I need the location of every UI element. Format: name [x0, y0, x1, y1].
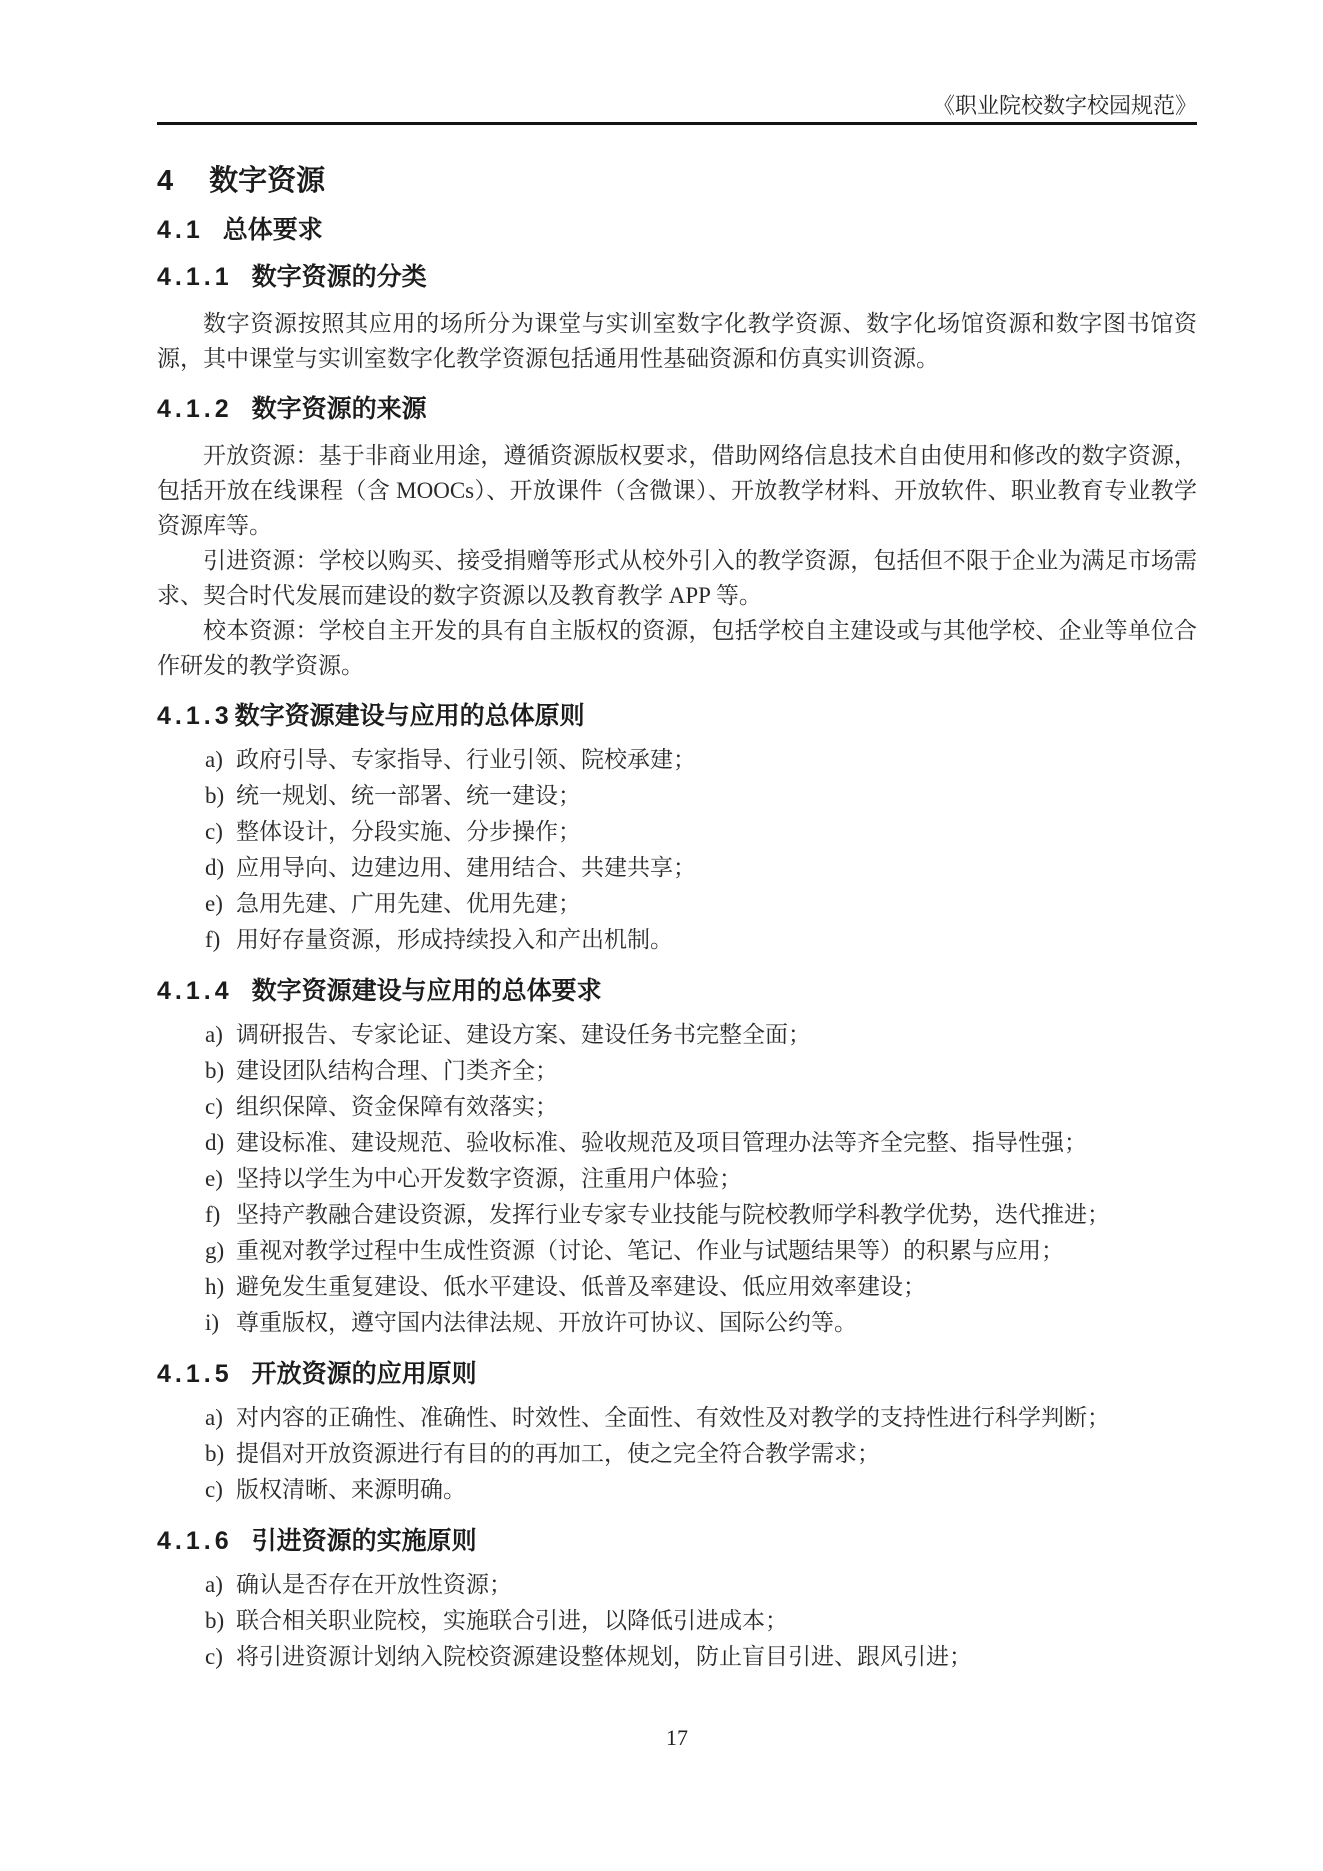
- list-item: [157, 1639, 1197, 1675]
- list-text: 坚持产教融合建设资源，发挥行业专家专业技能与院校教师学科教学优势，迭代推进；: [236, 1202, 1110, 1227]
- list-marker: i): [205, 1310, 220, 1335]
- list-marker: f): [205, 927, 221, 952]
- list-marker: d): [205, 855, 225, 880]
- list-text: 建设团队结构合理、门类齐全；: [236, 1058, 558, 1083]
- list-item: [157, 1233, 1197, 1269]
- list-marker: b): [205, 1441, 225, 1466]
- section-heading-4-1-2: [157, 396, 1197, 423]
- list-marker: a): [205, 1572, 223, 1597]
- list-item: [157, 1269, 1197, 1305]
- list-item: [157, 850, 1197, 886]
- section-number: 4.1: [157, 216, 204, 244]
- section-title: 数字资源的分类: [251, 263, 427, 291]
- list-marker: c): [205, 1477, 223, 1502]
- list-text: 将引进资源计划纳入院校资源建设整体规划，防止盲目引进、跟风引进；: [236, 1644, 972, 1669]
- page-footer: [157, 1725, 1197, 1751]
- list-text: 坚持以学生为中心开发数字资源，注重用户体验；: [236, 1166, 742, 1191]
- list-item: [157, 886, 1197, 922]
- section-number: 4.1.2: [157, 395, 233, 423]
- section-number: 4.1.6: [157, 1527, 233, 1555]
- list-item: [157, 1089, 1197, 1125]
- list-text: 急用先建、广用先建、优用先建；: [236, 891, 581, 916]
- list-marker: a): [205, 1022, 223, 1047]
- list-text: 统一规划、统一部署、统一建设；: [236, 783, 581, 808]
- document-title: 《职业院校数字校园规范》: [932, 93, 1197, 118]
- list-item: [157, 1125, 1197, 1161]
- ordered-list-4-1-5: [157, 1400, 1197, 1508]
- list-item: [157, 1472, 1197, 1508]
- section-title: 数字资源建设与应用的总体要求: [251, 977, 602, 1005]
- section-heading-4-1-5: [157, 1361, 1197, 1388]
- list-text: 重视对教学过程中生成性资源（讨论、笔记、作业与试题结果等）的积累与应用；: [236, 1238, 1064, 1263]
- list-text: 联合相关职业院校，实施联合引进，以降低引进成本；: [236, 1608, 788, 1633]
- list-marker: c): [205, 819, 223, 844]
- page-number: 17: [666, 1725, 688, 1750]
- paragraph-open-resources: 开放资源：基于非商业用途，遵循资源版权要求，借助网络信息技术自由使用和修改的数字资源，包括开放在线课程（含 MOOCs）、开放课件（含微课）、开放教学材料、开放软件、职业教育专业教学资源库等。: [157, 443, 1197, 538]
- list-text: 调研报告、专家论证、建设方案、建设任务书完整全面；: [236, 1022, 811, 1047]
- list-marker: a): [205, 1405, 223, 1430]
- ordered-list-4-1-4: [157, 1017, 1197, 1341]
- list-item: [157, 1305, 1197, 1341]
- ordered-list-4-1-3: [157, 742, 1197, 958]
- list-item: [157, 1567, 1197, 1603]
- section-heading-4-1-1: [157, 264, 1197, 291]
- list-text: 用好存量资源，形成持续投入和产出机制。: [236, 927, 673, 952]
- list-marker: a): [205, 747, 223, 772]
- section-title: 总体要求: [222, 216, 323, 244]
- list-text: 组织保障、资金保障有效落实；: [236, 1094, 558, 1119]
- section-heading-4-1: [157, 217, 1197, 244]
- list-marker: b): [205, 783, 225, 808]
- list-marker: b): [205, 1058, 225, 1083]
- list-item: [157, 814, 1197, 850]
- list-text: 版权清晰、来源明确。: [236, 1477, 466, 1502]
- list-text: 政府引导、专家指导、行业引领、院校承建；: [236, 747, 696, 772]
- list-item: [157, 1603, 1197, 1639]
- list-text: 尊重版权，遵守国内法律法规、开放许可协议、国际公约等。: [236, 1310, 857, 1335]
- paragraph-imported-resources: 引进资源：学校以购买、接受捐赠等形式从校外引入的教学资源，包括但不限于企业为满足市场需求、契合时代发展而建设的数字资源以及教育教学 APP 等。: [157, 548, 1197, 608]
- chapter-heading: [157, 165, 1197, 197]
- section-title: 开放资源的应用原则: [251, 1360, 477, 1388]
- list-item: [157, 1436, 1197, 1472]
- list-item: [157, 1161, 1197, 1197]
- section-number: 4.1.1: [157, 263, 233, 291]
- ordered-list-4-1-6: [157, 1567, 1197, 1675]
- list-marker: e): [205, 1166, 223, 1191]
- paragraph-classification: 数字资源按照其应用的场所分为课堂与实训室数字化教学资源、数字化场馆资源和数字图书馆资源，其中课堂与实训室数字化教学资源包括通用性基础资源和仿真实训资源。: [157, 311, 1197, 371]
- list-item: [157, 1053, 1197, 1089]
- list-item: [157, 778, 1197, 814]
- section-number: 4.1.3: [157, 702, 233, 730]
- list-text: 提倡对开放资源进行有目的的再加工，使之完全符合教学需求；: [236, 1441, 880, 1466]
- list-text: 应用导向、边建边用、建用结合、共建共享；: [236, 855, 696, 880]
- list-item: [157, 922, 1197, 958]
- section-number: 4.1.4: [157, 977, 233, 1005]
- list-item: [157, 1400, 1197, 1436]
- list-text: 对内容的正确性、准确性、时效性、全面性、有效性及对教学的支持性进行科学判断；: [236, 1405, 1110, 1430]
- list-text: 整体设计，分段实施、分步操作；: [236, 819, 581, 844]
- section-title: 数字资源的来源: [251, 395, 427, 423]
- list-item: [157, 1017, 1197, 1053]
- list-marker: f): [205, 1202, 221, 1227]
- list-marker: h): [205, 1274, 225, 1299]
- list-marker: c): [205, 1094, 223, 1119]
- section-number: 4.1.5: [157, 1360, 233, 1388]
- list-item: [157, 742, 1197, 778]
- list-text: 确认是否存在开放性资源；: [236, 1572, 512, 1597]
- chapter-number: 4: [157, 165, 175, 197]
- list-item: [157, 1197, 1197, 1233]
- list-marker: d): [205, 1130, 225, 1155]
- page-header: [157, 94, 1197, 125]
- list-text: 避免发生重复建设、低水平建设、低普及率建设、低应用效率建设；: [236, 1274, 926, 1299]
- section-title: 引进资源的实施原则: [251, 1527, 477, 1555]
- list-marker: g): [205, 1238, 225, 1263]
- list-marker: e): [205, 891, 223, 916]
- list-marker: c): [205, 1644, 223, 1669]
- section-heading-4-1-6: [157, 1528, 1197, 1555]
- list-marker: b): [205, 1608, 225, 1633]
- section-title: 数字资源建设与应用的总体原则: [234, 702, 585, 730]
- section-heading-4-1-3: [157, 703, 1197, 730]
- chapter-title: 数字资源: [209, 165, 326, 197]
- section-heading-4-1-4: [157, 978, 1197, 1005]
- paragraph-school-resources: 校本资源：学校自主开发的具有自主版权的资源，包括学校自主建设或与其他学校、企业等单位合作研发的教学资源。: [157, 618, 1197, 678]
- list-text: 建设标准、建设规范、验收标准、验收规范及项目管理办法等齐全完整、指导性强；: [236, 1130, 1087, 1155]
